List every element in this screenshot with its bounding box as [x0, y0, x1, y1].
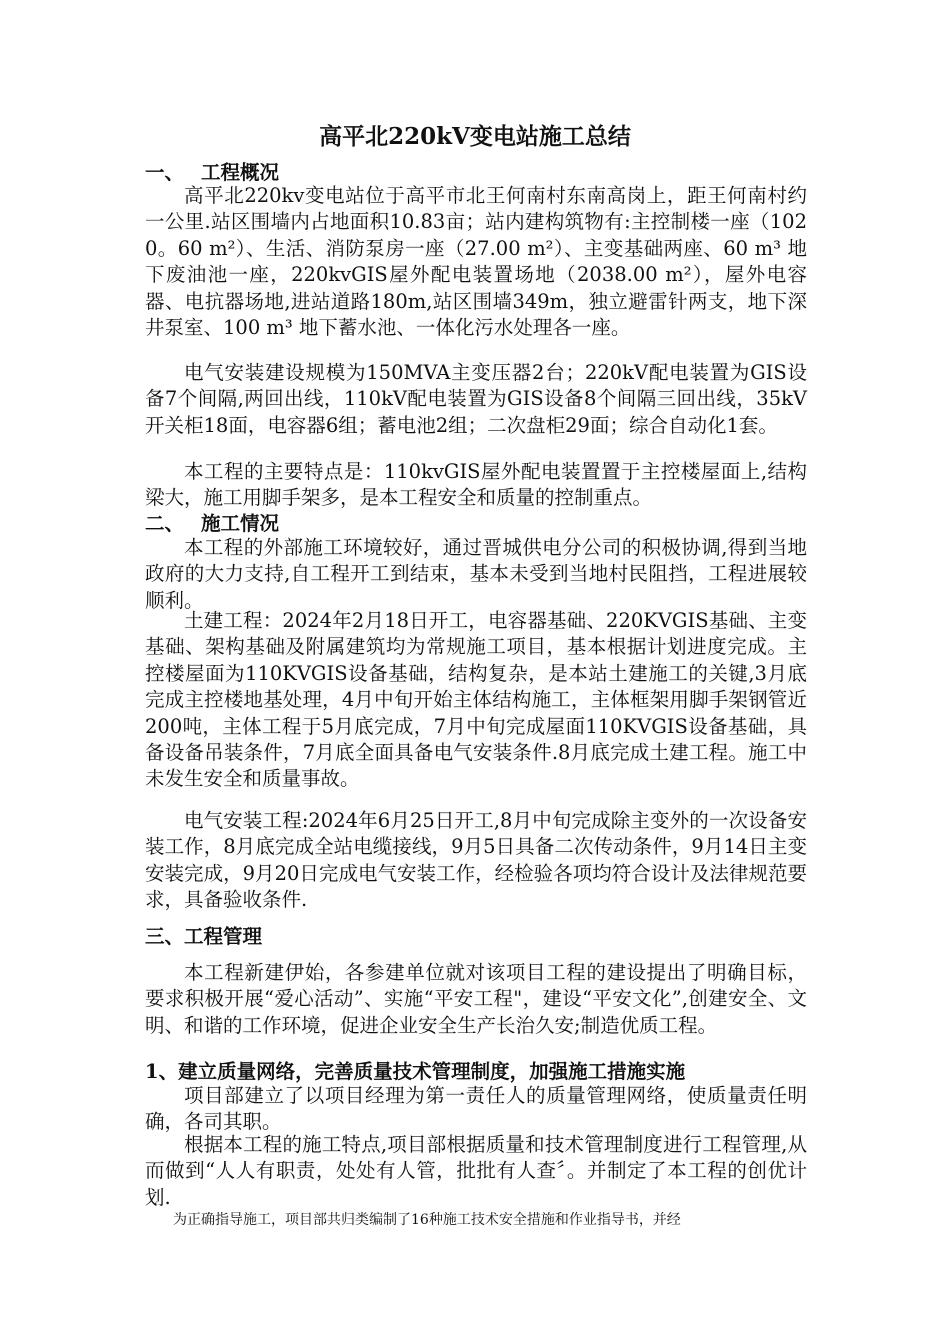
section-1-para-1 [145, 183, 807, 341]
paragraph: 高平北220kv变电站位于高平市北王何南村东南高岗上，距王何南村约一公里.站区围墙内占地面积10.83亩；站内建构筑物有:主控制楼一座（1020。60 m²）、生活、消防泵房一座（27.00 m²）、主变基础两座、60 m³ 地下废油池一座，220kvGIS屋外配电装置场地（2038.00 m²），屋外电容器、电抗器场地,进站道路180m,站区围墙349m，独立避雷针两支，地下深井泵室、100 m³ 地下蓄水池、一体化污水处理各一座。 [145, 184, 807, 340]
document-title: 高平北220kV变电站施工总结 [319, 123, 631, 150]
paragraph: 根据本工程的施工特点,项目部根据质量和技术管理制度进行工程管理,从而做到“人人有职责，处处有人管，批批有人查〞。并制定了本工程的创优计划. [145, 1133, 807, 1209]
section-2-para-2 [145, 608, 807, 793]
section-2-para-3 [145, 808, 807, 914]
section-2-number: 二、 [145, 512, 185, 535]
paragraph: 电气安装建设规模为150MVA主变压器2台；220kV配电装置为GIS设备7个间隔,两回出线，110kV配电装置为GIS设备8个间隔三回出线，35kV开关柜18面，电容器6组；蓄电池2组；二次盘柜29面；综合自动化1套。 [145, 361, 807, 437]
section-1-para-3 [145, 459, 807, 512]
section-3-heading [145, 924, 807, 950]
paragraph: 为正确指导施工，项目部共归类编制了16种施工技术安全措施和作业指导书，并经 [173, 1212, 681, 1228]
section-1-number: 一、 [145, 161, 185, 184]
subsection-1-para-1 [145, 1083, 807, 1136]
section-3-para-1 [145, 960, 807, 1039]
paragraph: 本工程新建伊始，各参建单位就对该项目工程的建设提出了明确目标，要求积极开展“爱心活动”、实施“平安工程"，建设“平安文化”,创建安全、文明、和谐的工作环境，促进企业安全生产长治久安;制造优质工程。 [145, 961, 807, 1037]
paragraph: 土建工程：2024年2月18日开工，电容器基础、220KVGIS基础、主变基础、架构基础及附属建筑均为常规施工项目，基本根据计划进度完成。主控楼屋面为110KVGIS设备基础，结构复杂，是本站土建施工的关键,3月底完成主控楼地基处理，4月中旬开始主体结构施工，主体框架用脚手架钢管近200吨，主体工程于5月底完成，7月中旬完成屋面110KVGIS设备基础，具备设备吊装条件，7月底全面具备电气安装条件.8月底完成土建工程。施工中未发生安全和质量事故。 [145, 609, 807, 791]
section-2-title: 施工情况 [201, 512, 280, 535]
subsection-1-para-2 [145, 1132, 807, 1211]
section-3-title: 三、工程管理 [145, 925, 263, 948]
section-2-heading [145, 511, 807, 537]
subsection-1-para-3 [145, 1210, 807, 1230]
paragraph: 电气安装工程:2024年6月25日开工,8月中旬完成除主变外的一次设备安装工作，8月底完成全站电缆接线，9月5日具备二次传动条件，9月14日主变安装完成，9月20日完成电气安装工作，经检验各项均符合设计及法律规范要求，具备验收条件. [145, 809, 807, 912]
paragraph: 本工程的主要特点是：110kvGIS屋外配电装置置于主控楼屋面上,结构梁大，施工用脚手架多，是本工程安全和质量的控制重点。 [145, 460, 807, 510]
paragraph: 本工程的外部施工环境较好，通过晋城供电分公司的积极协调,得到当地政府的大力支持,自工程开工到结束，基本未受到当地村民阻挡，工程进展较顺利。 [145, 536, 807, 612]
paragraph: 项目部建立了以项目经理为第一责任人的质量管理网络，使质量责任明确，各司其职。 [145, 1084, 807, 1134]
subsection-1-heading [145, 1059, 807, 1085]
subsection-1-title: 1、建立质量网络，完善质量技术管理制度，加强施工措施实施 [145, 1060, 686, 1083]
section-1-title: 工程概况 [201, 161, 280, 184]
section-1-para-2 [145, 360, 807, 439]
section-2-para-1 [145, 535, 807, 614]
